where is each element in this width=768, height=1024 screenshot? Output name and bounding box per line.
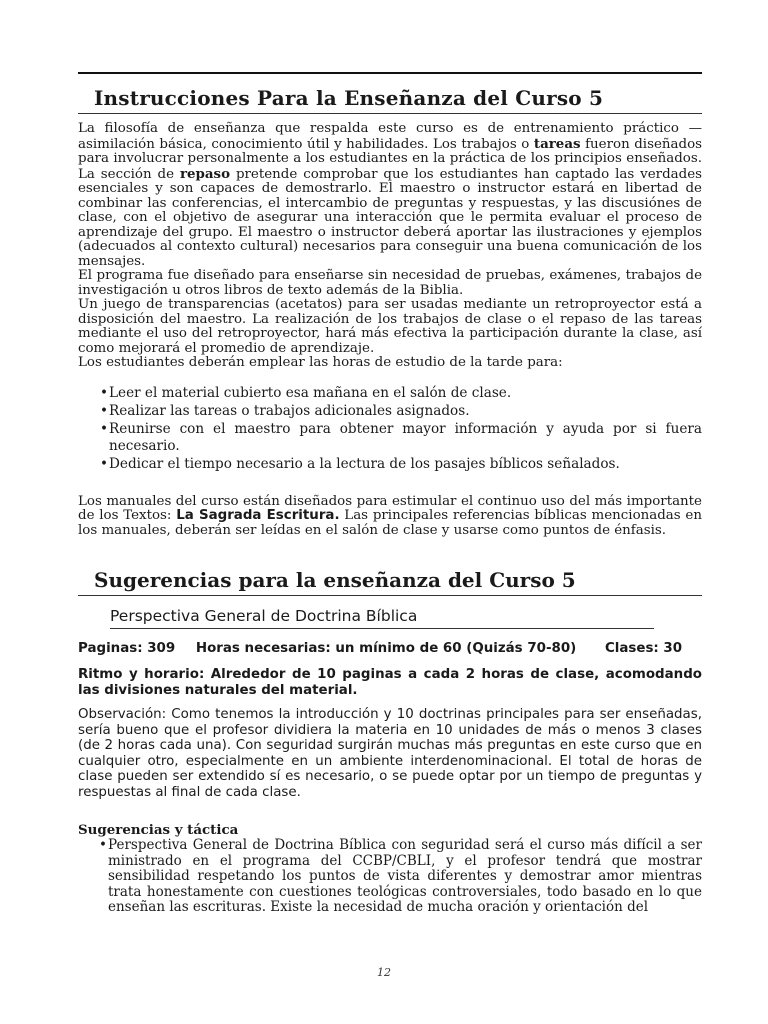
subtitle-underline [110, 628, 654, 629]
title-underline [78, 113, 702, 114]
document-page [78, 72, 702, 916]
list-item: • Reunirse con el maestro para obtener mayor información y ayuda por si fuera necesario. [78, 421, 702, 455]
title-underline [78, 595, 702, 596]
paragraph-observation: Observación: Como tenemos la introducción y 10 doctrinas principales para ser enseñadas, sería bueno que el profesor dividiera la materia en 10 unidades de más o menos 3 clases (de 2 horas cada una). Con seguridad surgirán muchas más preguntas en este curso que en cualquier otro, especialmente en un ambiente interdenominacional. El total de horas de clase pueden ser extendido sí es necesario, o se puede optar por un tiempo de preguntas y respuestas al final de cada clase. [78, 707, 702, 800]
stat-hours: Horas necesarias: un mínimo de 60 (Quizás 70-80) [195, 641, 577, 656]
list-item: • Dedicar el tiempo necesario a la lectura de los pasajes bíblicos señalados. [78, 456, 702, 473]
course-subtitle: Perspectiva General de Doctrina Bíblica [110, 607, 418, 625]
tactics-heading: Sugerencias y táctica [78, 822, 239, 838]
study-hours-list [78, 385, 702, 473]
list-item: • Perspectiva General de Doctrina Bíblica con seguridad será el curso más difícil a ser ministrado en el programa del CCBP/CBLI, y el profesor tendrá que mostrar sensibilidad respetando los puntos de vista diferentes y demostrar amor mientras trata honestamente con cuestiones teológicas controversiales, todo basado en lo que enseñan las escrituras. Existe la necesidad de mucha oración y orientación del [78, 838, 702, 916]
course-stats [78, 641, 702, 657]
tactics-list [78, 838, 702, 916]
list-item: • Leer el material cubierto esa mañana en el salón de clase. [78, 385, 702, 402]
paragraph-philosophy: La filosofía de enseñanza que respalda este curso es de entrenamiento práctico — asimilación básica, conocimiento útil y habilidades. Los trabajos o tareas fueron diseñados para involucrar personalmente a los estudiantes en la práctica de los principios enseñados. La sección de repaso pretende comprobar que los estudiantes han captado las verdades esenciales y son capaces de demostrarlo. El maestro o instructor estará en libertad de combinar las conferencias, el intercambio de preguntas y respuestas, y las discusiónes de clase, con el objetivo de asegurar una interacción que le permita evaluar el proceso de aprendizaje del grupo. El maestro o instructor deberá aportar las ilustraciones y ejemplos (adecuados al contexto cultural) necesarios para conseguir una buena comunicación de los mensajes. [78, 121, 703, 269]
paragraph-program: El programa fue diseñado para enseñarse sin necesidad de pruebas, exámenes, trabajos de investigación u otros libros de texto además de la Biblia. [78, 268, 702, 298]
page-number: 12 [377, 966, 391, 979]
paragraph-manuals: Los manuales del curso están diseñados para estimular el continuo uso del más importante de los Textos: La Sagrada Escritura. Las principales referencias bíblicas mencionadas en los manuales, deberán ser leídas en el salón de clase y usarse como puntos de énfasis. [78, 493, 702, 538]
stat-classes: Clases: 30 [604, 641, 683, 656]
paragraph-study-hours: Los estudiantes deberán emplear las horas de estudio de la tarde para: [78, 355, 563, 370]
paragraph-transparencies: Un juego de transparencias (acetatos) para ser usadas mediante un retroproyector está a disposición del maestro. La realización de los trabajos de clase o el repaso de las tareas mediante el uso del retroproyector, hará más efectiva la participación durante la clase, así como mejorará el promedio de aprendizaje. [78, 297, 702, 356]
section-title-suggestions: Sugerencias para la enseñanza del Curso 5 [94, 568, 576, 592]
section-title-instructions: Instrucciones Para la Enseñanza del Curso 5 [94, 86, 604, 110]
stat-pages: Paginas: 309 [78, 641, 176, 656]
paragraph-rhythm: Ritmo y horario: Alrededor de 10 paginas a cada 2 horas de clase, acomodando las divisiones naturales del material. [78, 667, 702, 698]
list-item: • Realizar las tareas o trabajos adicionales asignados. [78, 403, 702, 420]
top-rule [78, 72, 702, 74]
